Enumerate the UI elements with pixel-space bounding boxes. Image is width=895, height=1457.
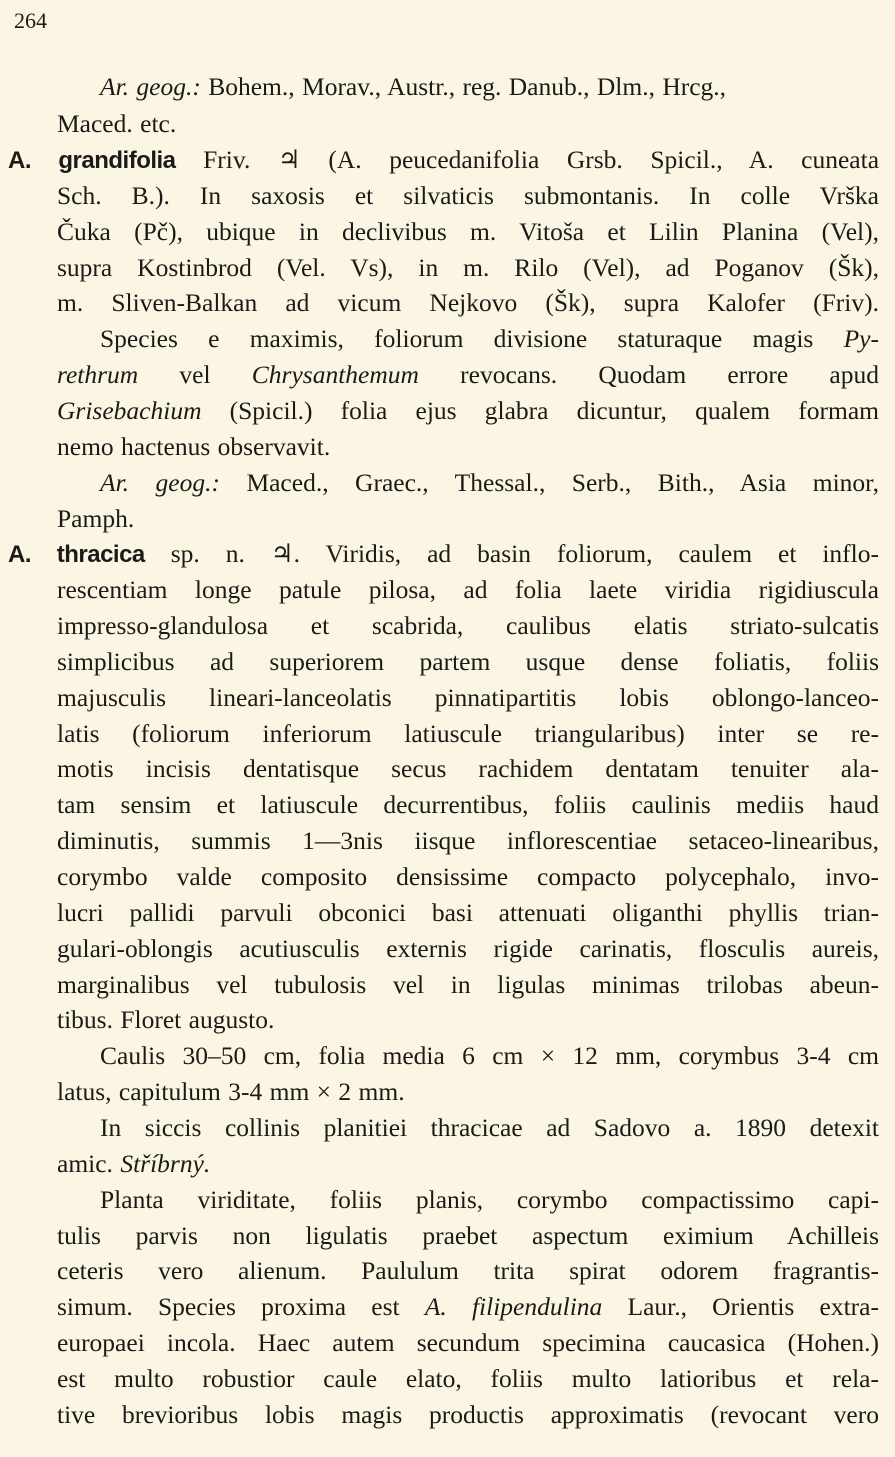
text-segment: impresso-glandulosa et scabrida, caulibus elatis striato-sulcatis [57, 611, 879, 641]
italic-text: rethrum [57, 360, 139, 390]
text-segment: m. Sliven-Balkan ad vicum Nejkovo (Šk), supra Kalofer (Friv). [57, 288, 879, 318]
text-segment: motis incisis dentatisque secus rachidem dentatam tenuiter ala- [57, 754, 879, 784]
text-line [57, 824, 879, 858]
text-line [57, 573, 879, 607]
text-segment: majusculis lineari-lanceolatis pinnatipartitis lobis oblongo-lanceo- [57, 682, 879, 712]
text-segment: Maced. etc. [57, 109, 177, 138]
text-segment: lucri pallidi parvuli obconici basi attenuati oliganthi phyllis trian- [57, 897, 879, 927]
text-segment: Planta viriditate, foliis planis, corymbo compactissimo capi- [100, 1184, 879, 1214]
text-segment: tam sensim et latiuscule decurrentibus, foliis caulinis mediis haud [57, 790, 879, 820]
text-segment: Species e maximis, foliorum divisione staturaque magis [100, 324, 844, 354]
text-segment: simplicibus ad superiorem partem usque dense foliatis, foliis [57, 646, 879, 676]
text-line [57, 645, 879, 679]
text-segment: revocans. Quodam errore apud [418, 360, 880, 390]
text-segment: gulari-oblongis acutiusculis externis rigide carinatis, flosculis aureis, [57, 933, 879, 963]
text-segment: Laur., Orientis extra- [602, 1292, 879, 1322]
text-line [8, 537, 879, 571]
text-line [57, 968, 879, 1002]
text-segment: tive brevioribus lobis magis productis approximatis (revocant vero [57, 1399, 879, 1429]
text-line [57, 788, 879, 822]
text-line [57, 502, 879, 536]
text-line [57, 717, 879, 751]
text-line [57, 1398, 879, 1432]
text-line [57, 1219, 879, 1253]
italic-text: Chrysanthemum [251, 360, 419, 390]
text-line [57, 107, 879, 141]
text-line [57, 358, 879, 392]
text-line [57, 1003, 879, 1037]
text-segment: Sch. B.). In saxosis et silvaticis submontanis. In colle Vrška [57, 180, 879, 210]
text-line [57, 286, 879, 320]
italic-text: Grisebachium [57, 395, 202, 425]
text-segment: latis (foliorum inferiorum latiuscule triangularibus) inter se re- [57, 718, 879, 748]
text-segment: sp. n. ♃. Viridis, ad basin foliorum, caulem et inflo- [144, 539, 879, 569]
text-line [57, 609, 879, 643]
italic-text: Stříbrný. [120, 1148, 211, 1178]
text-line [57, 681, 879, 715]
text-line [100, 1183, 879, 1217]
text-segment: Pamph. [57, 503, 135, 533]
text-line [57, 1290, 879, 1324]
italic-text: Py- [843, 324, 879, 354]
text-segment: In siccis collinis planitiei thracicae ad Sadovo a. 1890 detexit [100, 1112, 879, 1142]
text-line [100, 70, 879, 104]
text-segment: latus, capitulum 3-4 mm × 2 mm. [57, 1077, 405, 1107]
species-heading: A. grandifolia [8, 147, 176, 174]
text-segment: supra Kostinbrod (Vel. Vs), in m. Rilo (Vel), ad Poganov (Šk), [57, 252, 879, 282]
text-segment: diminutis, summis 1—3nis iisque inflorescentiae setaceo-linearibus, [57, 826, 879, 856]
text-line [57, 860, 879, 894]
text-segment: simum. Species proxima est [57, 1292, 425, 1322]
text-line [57, 896, 879, 930]
text-line [57, 752, 879, 786]
text-segment: tibus. Floret augusto. [57, 1005, 275, 1035]
text-segment: corymbo valde composito densissime compacto polycephalo, invo- [57, 862, 879, 891]
text-line [57, 1075, 879, 1109]
text-line [100, 1111, 879, 1145]
page-number: 264 [14, 8, 47, 33]
text-line [57, 1326, 879, 1360]
text-segment: amic. [57, 1148, 121, 1178]
text-segment: est multo robustior caule elato, foliis multo latioribus et rela- [57, 1363, 879, 1393]
text-segment: rescentiam longe patule pilosa, ad folia laete viridia rigidiuscula [57, 575, 879, 605]
text-segment: Bohem., Morav., Austr., reg. Danub., Dlm., Hrcg., [200, 72, 727, 101]
text-line [100, 1039, 879, 1073]
text-line [57, 1147, 879, 1181]
text-line [8, 143, 879, 177]
text-segment: (Spicil.) folia ejus glabra dicuntur, qualem formam [201, 395, 879, 425]
text-line [57, 394, 879, 428]
text-segment: tulis parvis non ligulatis praebet aspectum eximium Achilleis [57, 1220, 879, 1250]
text-segment: Čuka (Pč), ubique in declivibus m. Vitoša et Lilin Planina (Vel), [57, 216, 879, 246]
text-line [100, 322, 879, 356]
text-line [57, 430, 879, 464]
text-line [57, 251, 879, 285]
text-segment: nemo hactenus observavit. [57, 431, 331, 461]
text-line [57, 1254, 879, 1288]
text-line [100, 466, 879, 500]
italic-text: Ar. geog.: [100, 72, 201, 101]
text-line [57, 932, 879, 966]
text-segment: Caulis 30–50 cm, folia media 6 cm × 12 mm, corymbus 3-4 cm [100, 1041, 879, 1071]
text-segment: Friv. ♃ (A. peucedanifolia Grsb. Spicil., A. cuneata [175, 145, 880, 174]
text-segment: Maced., Graec., Thessal., Serb., Bith., Asia minor, [219, 467, 879, 497]
text-line [57, 179, 879, 213]
italic-text: A. filipendulina [424, 1292, 603, 1322]
text-segment: europaei incola. Haec autem secundum specimina caucasica (Hohen.) [57, 1328, 879, 1358]
text-line [57, 1362, 879, 1396]
text-segment: vel [138, 360, 252, 390]
text-segment: ceteris vero alienum. Paululum trita spirat odorem fragrantis- [57, 1256, 879, 1286]
text-segment: marginalibus vel tubulosis vel in ligulas minimas trilobas abeun- [57, 969, 879, 999]
italic-text: Ar. geog.: [100, 467, 220, 497]
species-heading: A. thracica [8, 541, 145, 569]
text-line [57, 215, 879, 249]
